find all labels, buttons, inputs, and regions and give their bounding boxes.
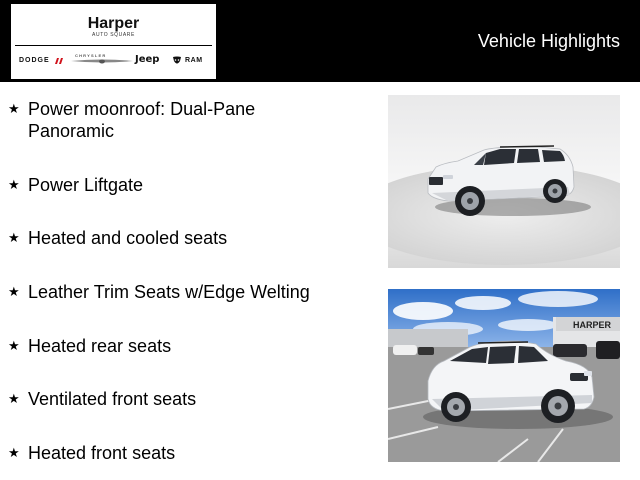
suv-studio-image: [388, 95, 620, 268]
brand-ram: RAM: [185, 57, 203, 64]
feature-item: [8, 281, 348, 304]
brand-chrysler: CHRYSLER: [75, 53, 107, 58]
feature-item: [8, 98, 348, 142]
star-icon: ★: [8, 231, 20, 246]
logo-divider: [15, 45, 212, 46]
feature-item: [8, 227, 348, 250]
feature-item: [8, 335, 348, 358]
feature-label: Heated and cooled seats: [28, 228, 228, 248]
dealer-name: Harper: [87, 15, 140, 32]
feature-item: [8, 388, 348, 411]
dealer-logo[interactable]: [11, 4, 216, 79]
star-icon: ★: [8, 178, 20, 193]
dealer-subtitle: AUTO SQUARE: [92, 32, 135, 38]
feature-label: Power Liftgate: [28, 175, 144, 195]
feature-label: Ventilated front seats: [28, 389, 197, 409]
star-icon: ★: [8, 285, 20, 300]
feature-label: Heated rear seats: [28, 336, 172, 356]
feature-item: [8, 174, 348, 197]
page-title: Vehicle Highlights: [477, 31, 620, 51]
suv-lot-image: [388, 289, 620, 462]
header-bar: [0, 0, 640, 82]
feature-label: Leather Trim Seats w/Edge Welting: [28, 282, 310, 302]
brand-jeep: Jeep: [135, 54, 160, 65]
ram-head-icon: [172, 56, 182, 66]
star-icon: ★: [8, 102, 20, 117]
lot-sign-text: HARPER: [573, 320, 612, 330]
vehicle-photo-studio[interactable]: [388, 95, 620, 268]
feature-label: Power moonroof: Dual-Pane Panoramic: [28, 99, 256, 141]
star-icon: ★: [8, 392, 20, 407]
dodge-stripes-icon: [55, 58, 64, 64]
star-icon: ★: [8, 339, 20, 354]
brand-dodge: DODGE: [19, 57, 50, 64]
vehicle-photo-lot[interactable]: [388, 289, 620, 462]
brand-logos: [11, 52, 216, 68]
chrysler-wing-icon: [71, 59, 133, 64]
feature-label: Heated front seats: [28, 443, 176, 463]
star-icon: ★: [8, 446, 20, 461]
feature-item: [8, 442, 348, 465]
